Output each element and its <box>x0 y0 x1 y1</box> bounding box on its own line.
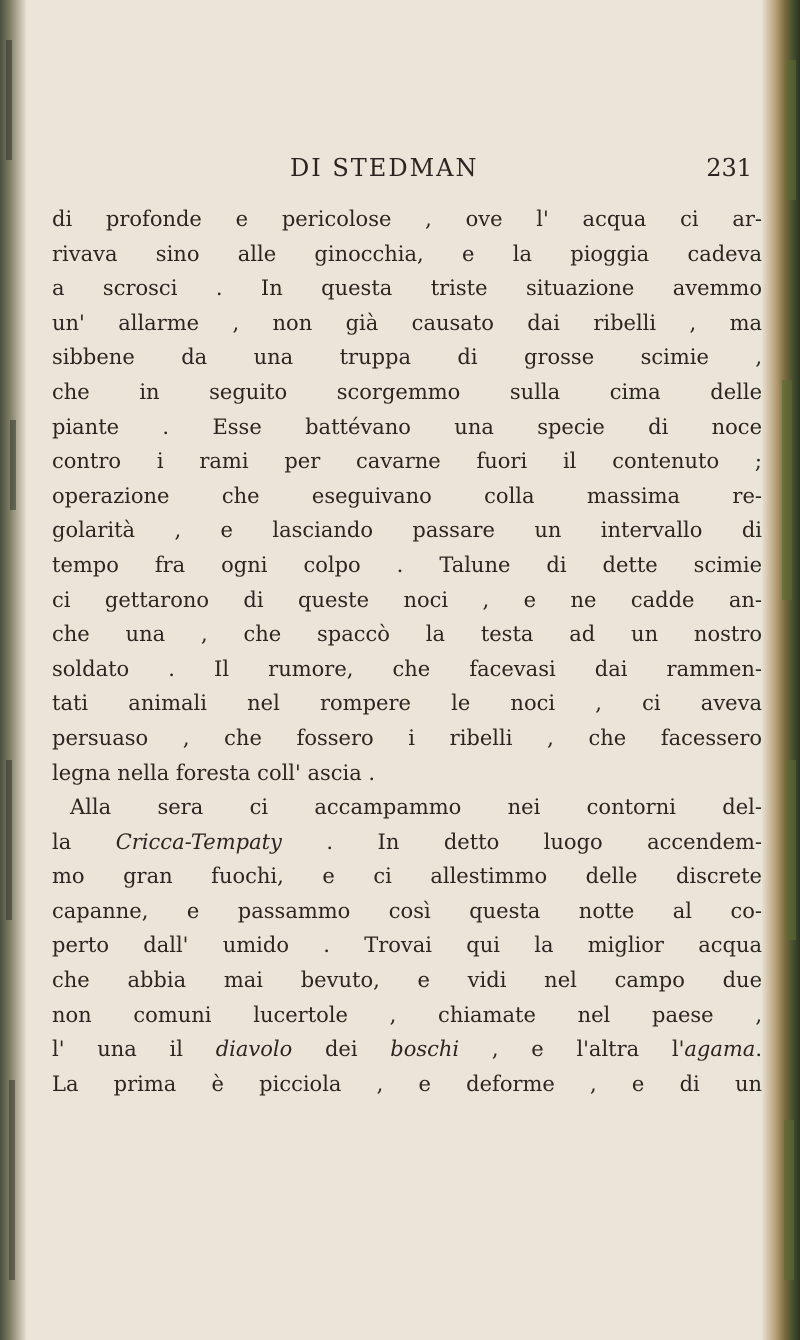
text-line: ci gettarono di queste noci , e ne cadde an- <box>52 587 762 612</box>
running-head: DI STEDMAN <box>290 154 479 182</box>
text-line: mo gran fuochi, e ci allestimmo delle discrete <box>52 864 762 889</box>
paragraph-end-line: legna nella foresta coll' ascia . <box>52 760 376 785</box>
text-line: tempo fra ogni colpo . Talune di dette scimie <box>52 552 762 577</box>
page-header <box>50 150 762 190</box>
binding-gutter <box>0 0 26 1340</box>
text-line: golarità , e lasciando passare un intervallo di <box>52 518 762 543</box>
text-line: l' una il diavolo dei boschi , e l'altra l'agama. <box>52 1037 762 1062</box>
text-line: a scrosci . In questa triste situazione avemmo <box>52 276 762 301</box>
text-line: la Cricca-Tempaty . In detto luogo accendem- <box>52 829 763 854</box>
text-line: La prima è picciola , e deforme , e di un <box>52 1071 762 1096</box>
text-line: che in seguito scorgemmo sulla cima delle <box>52 379 762 404</box>
text-line: che abbia mai bevuto, e vidi nel campo due <box>52 968 762 993</box>
text-line: che una , che spaccò la testa ad un nostro <box>52 622 762 647</box>
body-text <box>52 202 762 1101</box>
text-line: sibbene da una truppa di grosse scimie , <box>52 345 762 370</box>
text-line: tati animali nel rompere le noci , ci aveva <box>52 691 762 716</box>
page-edge <box>762 0 800 1340</box>
paragraph-start-line: Alla sera ci accampammo nei contorni del- <box>70 795 762 820</box>
text-line: persuaso , che fossero i ribelli , che facessero <box>52 725 762 750</box>
text-line: soldato . Il rumore, che facevasi dai rammen- <box>52 656 762 681</box>
text-line: capanne, e passammo così questa notte al co- <box>52 898 762 923</box>
text-line: rivava sino alle ginocchia, e la pioggia cadeva <box>52 241 762 266</box>
text-line: un' allarme , non già causato dai ribelli , ma <box>52 310 762 335</box>
text-line: contro i rami per cavarne fuori il contenuto ; <box>52 449 762 474</box>
page-number: 231 <box>706 154 752 182</box>
italic-term: boschi <box>390 1037 460 1062</box>
place-name: Cricca-Tempaty <box>115 829 282 854</box>
text-line: perto dall' umido . Trovai qui la miglior acqua <box>52 933 762 958</box>
text-line: operazione che eseguivano colla massima re- <box>52 483 762 508</box>
text-line: di profonde e pericolose , ove l' acqua ci ar- <box>52 207 762 231</box>
italic-term: agama <box>684 1037 756 1062</box>
italic-term: diavolo <box>215 1037 293 1062</box>
text-line: piante . Esse battévano una specie di noce <box>52 414 762 439</box>
text-line: non comuni lucertole , chiamate nel paese , <box>52 1002 762 1027</box>
